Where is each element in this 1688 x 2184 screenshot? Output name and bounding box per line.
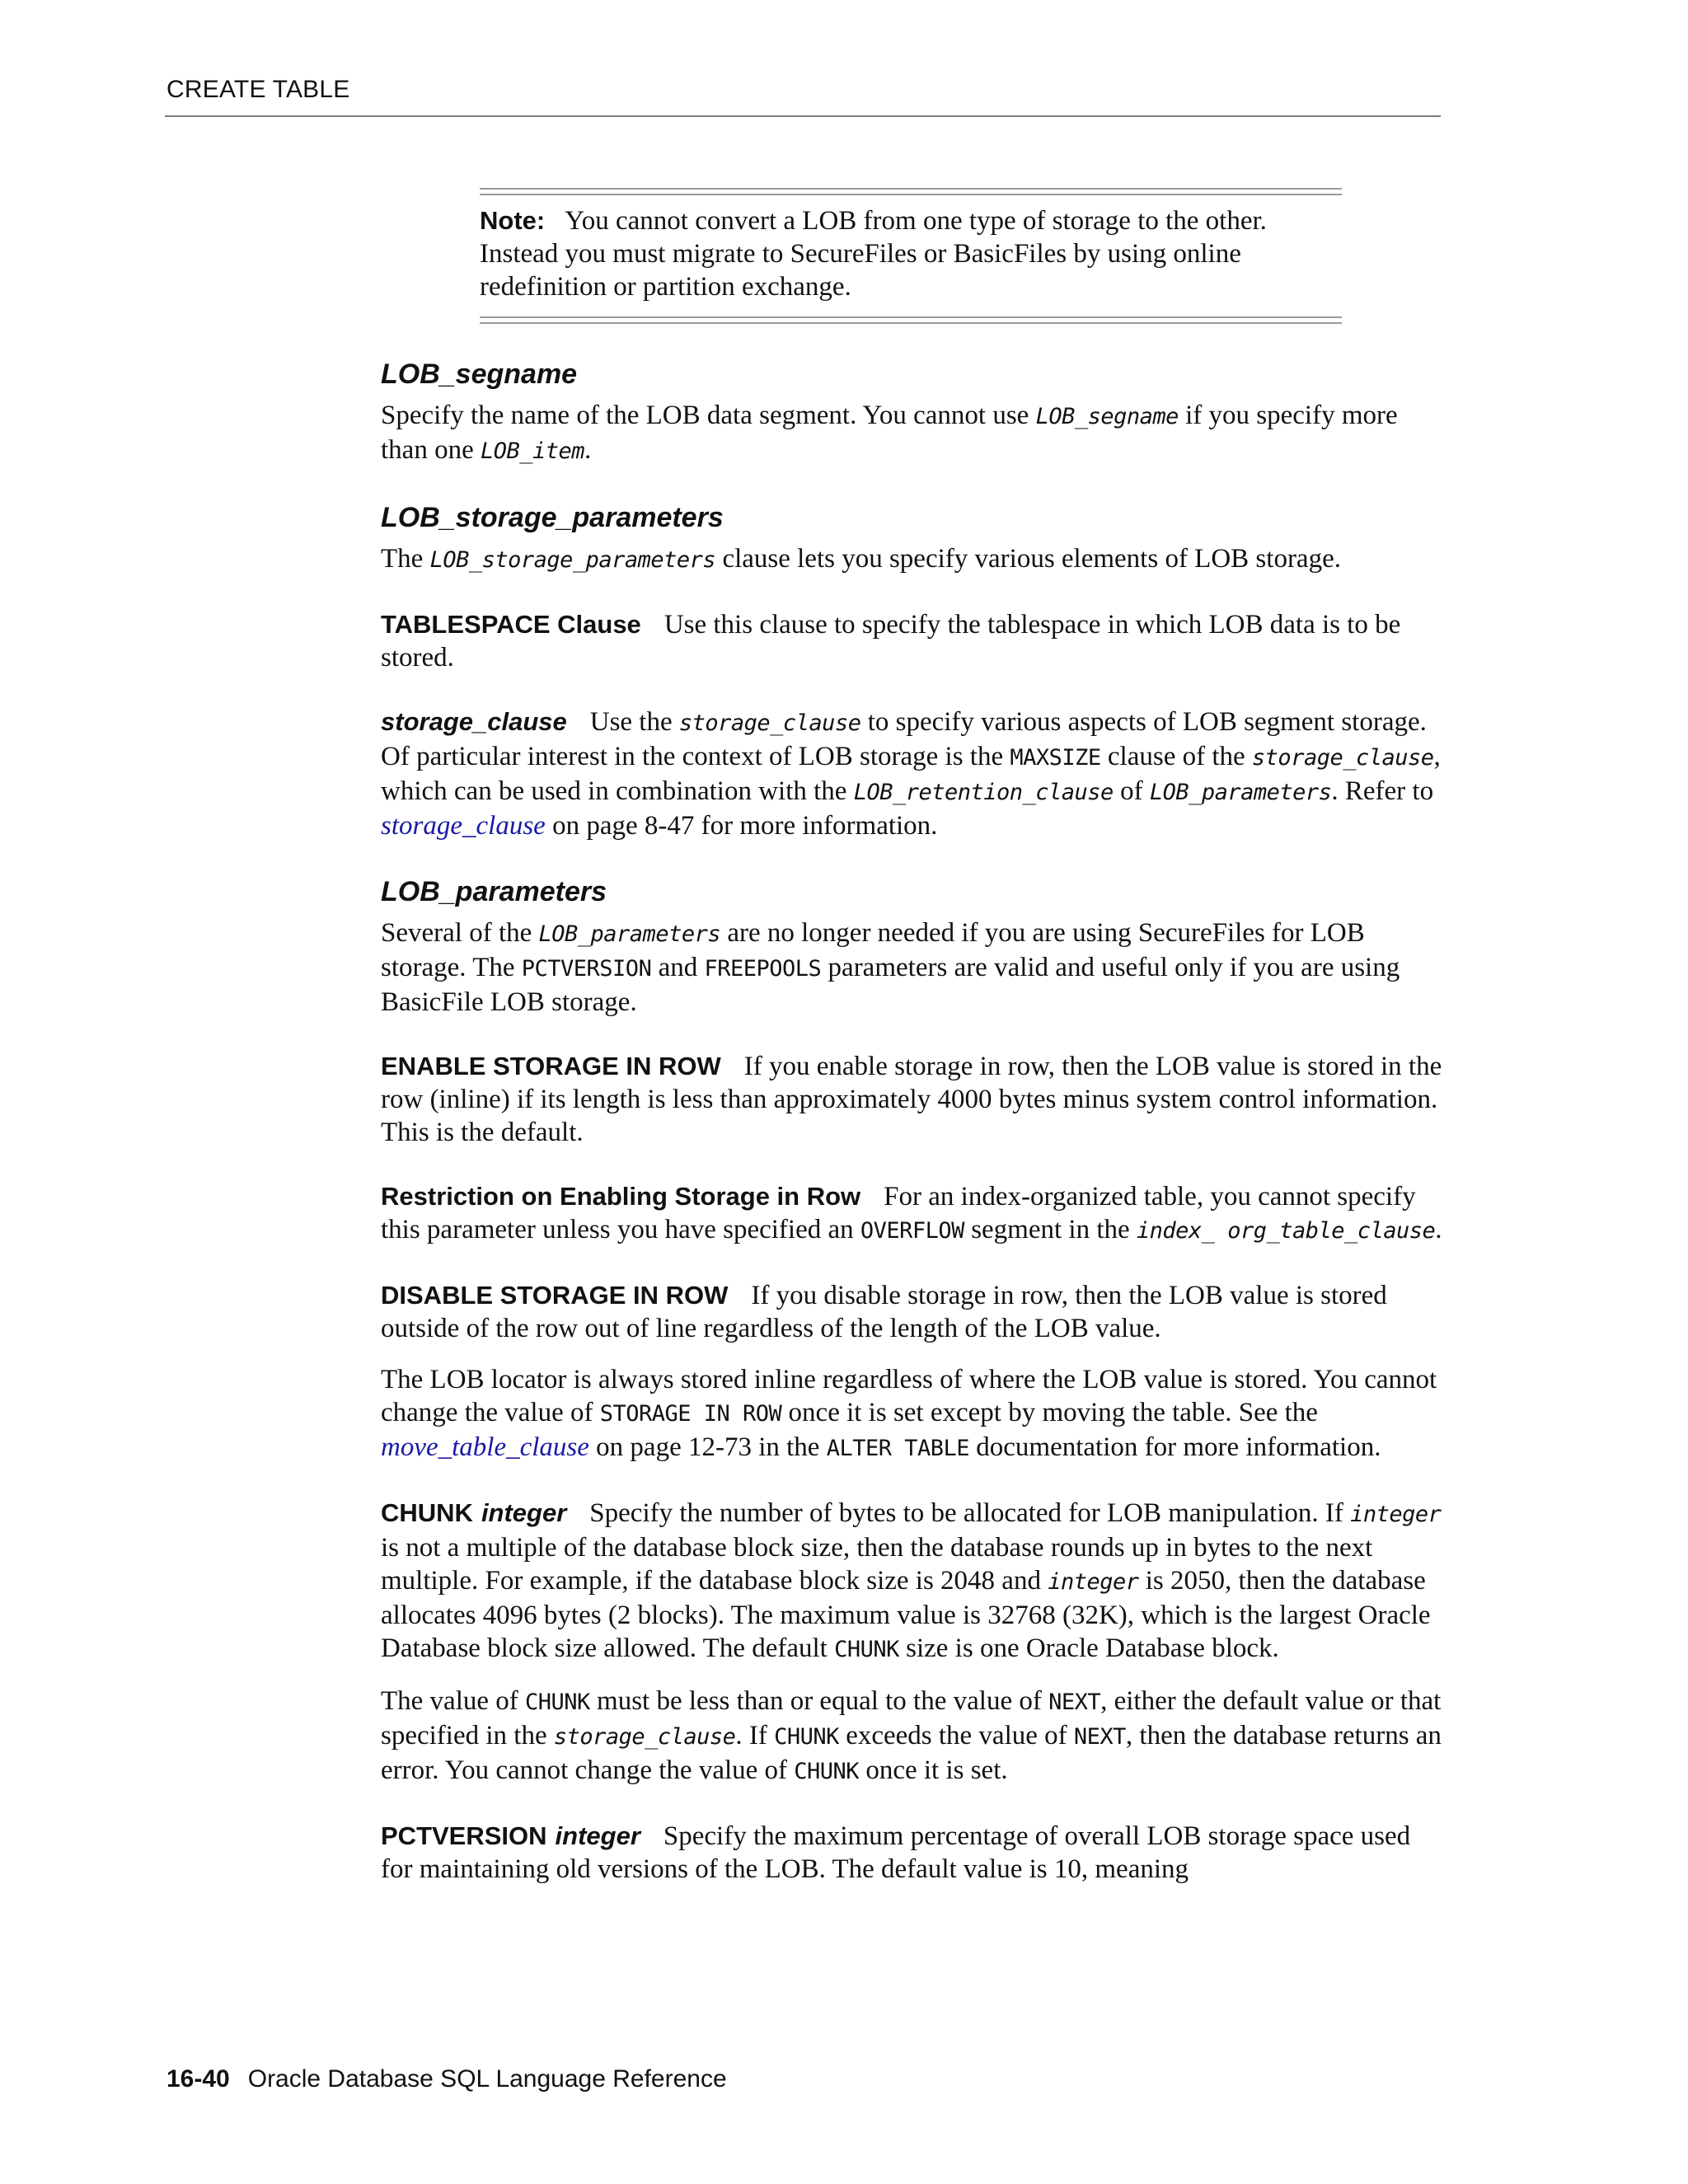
code-storage-in-row: STORAGE IN ROW bbox=[599, 1401, 782, 1427]
code-chunk: CHUNK bbox=[834, 1637, 899, 1662]
heading-lob-storage-parameters: LOB_storage_parameters bbox=[381, 502, 724, 533]
code-index-org-table-clause: index_ org_table_clause bbox=[1136, 1218, 1436, 1244]
code-alter-table: ALTER TABLE bbox=[826, 1436, 970, 1461]
term-chunk-integer: integer bbox=[481, 1498, 567, 1527]
para-disable-storage-in-row: DISABLE STORAGE IN ROW If you disable storage in row, then the LOB value is stored outside of the row out of line regardless of the length of the LOB value. bbox=[381, 1281, 1387, 1343]
code-overflow: OVERFLOW bbox=[860, 1218, 964, 1244]
heading-lob-parameters: LOB_parameters bbox=[381, 876, 607, 907]
code-integer: integer bbox=[1350, 1502, 1442, 1527]
code-next: NEXT bbox=[1073, 1724, 1126, 1750]
para-lob-segname: Specify the name of the LOB data segment. You cannot use LOB_segname if you specify more than one LOB_item. bbox=[381, 401, 1398, 465]
term-pctversion: PCTVERSION bbox=[381, 1821, 547, 1850]
code-lob-parameters: LOB_parameters bbox=[538, 921, 721, 947]
book-title: Oracle Database SQL Language Reference bbox=[247, 2065, 727, 2093]
term-restriction: Restriction on Enabling Storage in Row bbox=[381, 1182, 861, 1211]
term-pctversion-integer: integer bbox=[555, 1821, 640, 1850]
para-restriction-storage-in-row: Restriction on Enabling Storage in Row For an index-organized table, you cannot specify this parameter unless you have specified an OVERFLOW segment in the index_ org_table_clause. bbox=[381, 1182, 1442, 1244]
code-lob-item: LOB_item bbox=[480, 438, 585, 464]
para-lob-parameters: Several of the LOB_parameters are no longer needed if you are using SecureFiles for LOB storage. The PCTVERSION and FREEPOOLS parameters are valid and useful only if you are using BasicFile LOB storage. bbox=[381, 918, 1400, 1017]
code-lob-parameters: LOB_parameters bbox=[1149, 780, 1332, 805]
note-top-rule bbox=[480, 188, 1342, 195]
code-storage-clause: storage_clause bbox=[553, 1724, 736, 1750]
code-maxsize: MAXSIZE bbox=[1010, 745, 1101, 771]
code-storage-clause: storage_clause bbox=[678, 710, 861, 736]
para-lob-locator: The LOB locator is always stored inline regardless of where the LOB value is stored. You cannot change the value of STORAGE IN ROW once it is set except by moving the table. See the move_table_clause on page 12-73 in the ALTER TABLE documentation for more information. bbox=[381, 1365, 1437, 1462]
code-lob-retention-clause: LOB_retention_clause bbox=[853, 780, 1114, 805]
code-integer: integer bbox=[1048, 1569, 1139, 1595]
note-box bbox=[480, 204, 1342, 303]
code-lob-storage-parameters: LOB_storage_parameters bbox=[429, 547, 716, 573]
term-enable-storage-in-row: ENABLE STORAGE IN ROW bbox=[381, 1052, 721, 1080]
main-content bbox=[381, 356, 1444, 1917]
term-tablespace-clause: TABLESPACE Clause bbox=[381, 610, 641, 639]
term-disable-storage-in-row: DISABLE STORAGE IN ROW bbox=[381, 1281, 729, 1310]
para-lob-storage-parameters: The LOB_storage_parameters clause lets you specify various elements of LOB storage. bbox=[381, 544, 1341, 574]
code-freepools: FREEPOOLS bbox=[704, 956, 822, 982]
para-chunk-value: The value of CHUNK must be less than or equal to the value of NEXT, either the default value or that specified in the storage_clause. If CHUNK exceeds the value of NEXT, then the database returns an error. You cannot change the value of CHUNK once it is set. bbox=[381, 1686, 1442, 1785]
para-storage-clause: storage_clause Use the storage_clause to specify various aspects of LOB segment storage. Of particular interest in the context of LOB storage is the MAXSIZE clause of the storage_clause, which can be used in combination with the LOB_retention_clause of LOB_parameters. Refer to storage_clause on page 8-47 for more information. bbox=[381, 707, 1441, 841]
para-tablespace-clause: TABLESPACE Clause Use this clause to specify the tablespace in which LOB data is to be stored. bbox=[381, 610, 1401, 673]
code-next: NEXT bbox=[1048, 1690, 1101, 1715]
code-storage-clause: storage_clause bbox=[1251, 745, 1434, 771]
code-chunk: CHUNK bbox=[774, 1724, 839, 1750]
term-chunk: CHUNK bbox=[381, 1498, 473, 1527]
page-number: 16-40 bbox=[166, 2065, 230, 2093]
code-lob-segname: LOB_segname bbox=[1035, 404, 1179, 429]
heading-lob-segname: LOB_segname bbox=[381, 359, 578, 390]
link-storage-clause[interactable]: storage_clause bbox=[381, 811, 546, 841]
note-label: Note: bbox=[480, 206, 546, 235]
link-move-table-clause[interactable]: move_table_clause bbox=[381, 1432, 589, 1462]
header-rule bbox=[165, 115, 1441, 117]
code-chunk: CHUNK bbox=[794, 1759, 860, 1784]
note-bottom-rule bbox=[480, 316, 1342, 324]
para-chunk: CHUNK integer Specify the number of bytes to be allocated for LOB manipulation. If integer is not a multiple of the database block size, then the database rounds up in bytes to the next multiple. For example, if the database block size is 2048 and integer is 2050, then the database allocates 4096 bytes (2 blocks). The maximum value is 32768 (32K), which is the largest Oracle Database block size allowed. The default CHUNK size is one Oracle Database block. bbox=[381, 1498, 1442, 1663]
running-header: CREATE TABLE bbox=[166, 76, 350, 103]
code-pctversion: PCTVERSION bbox=[521, 956, 652, 982]
term-storage-clause: storage_clause bbox=[381, 707, 567, 736]
note-text: You cannot convert a LOB from one type of storage to the other. Instead you must migrate to SecureFiles or BasicFiles by using online redefinition or partition exchange. bbox=[480, 206, 1267, 302]
page-footer bbox=[166, 2065, 727, 2093]
para-enable-storage-in-row: ENABLE STORAGE IN ROW If you enable storage in row, then the LOB value is stored in the row (inline) if its length is less than approximately 4000 bytes minus system control information. This is the default. bbox=[381, 1052, 1442, 1147]
code-chunk: CHUNK bbox=[525, 1690, 590, 1715]
para-pctversion: PCTVERSION integer Specify the maximum percentage of overall LOB storage space used for maintaining old versions of the LOB. The default value is 10, meaning bbox=[381, 1821, 1411, 1884]
